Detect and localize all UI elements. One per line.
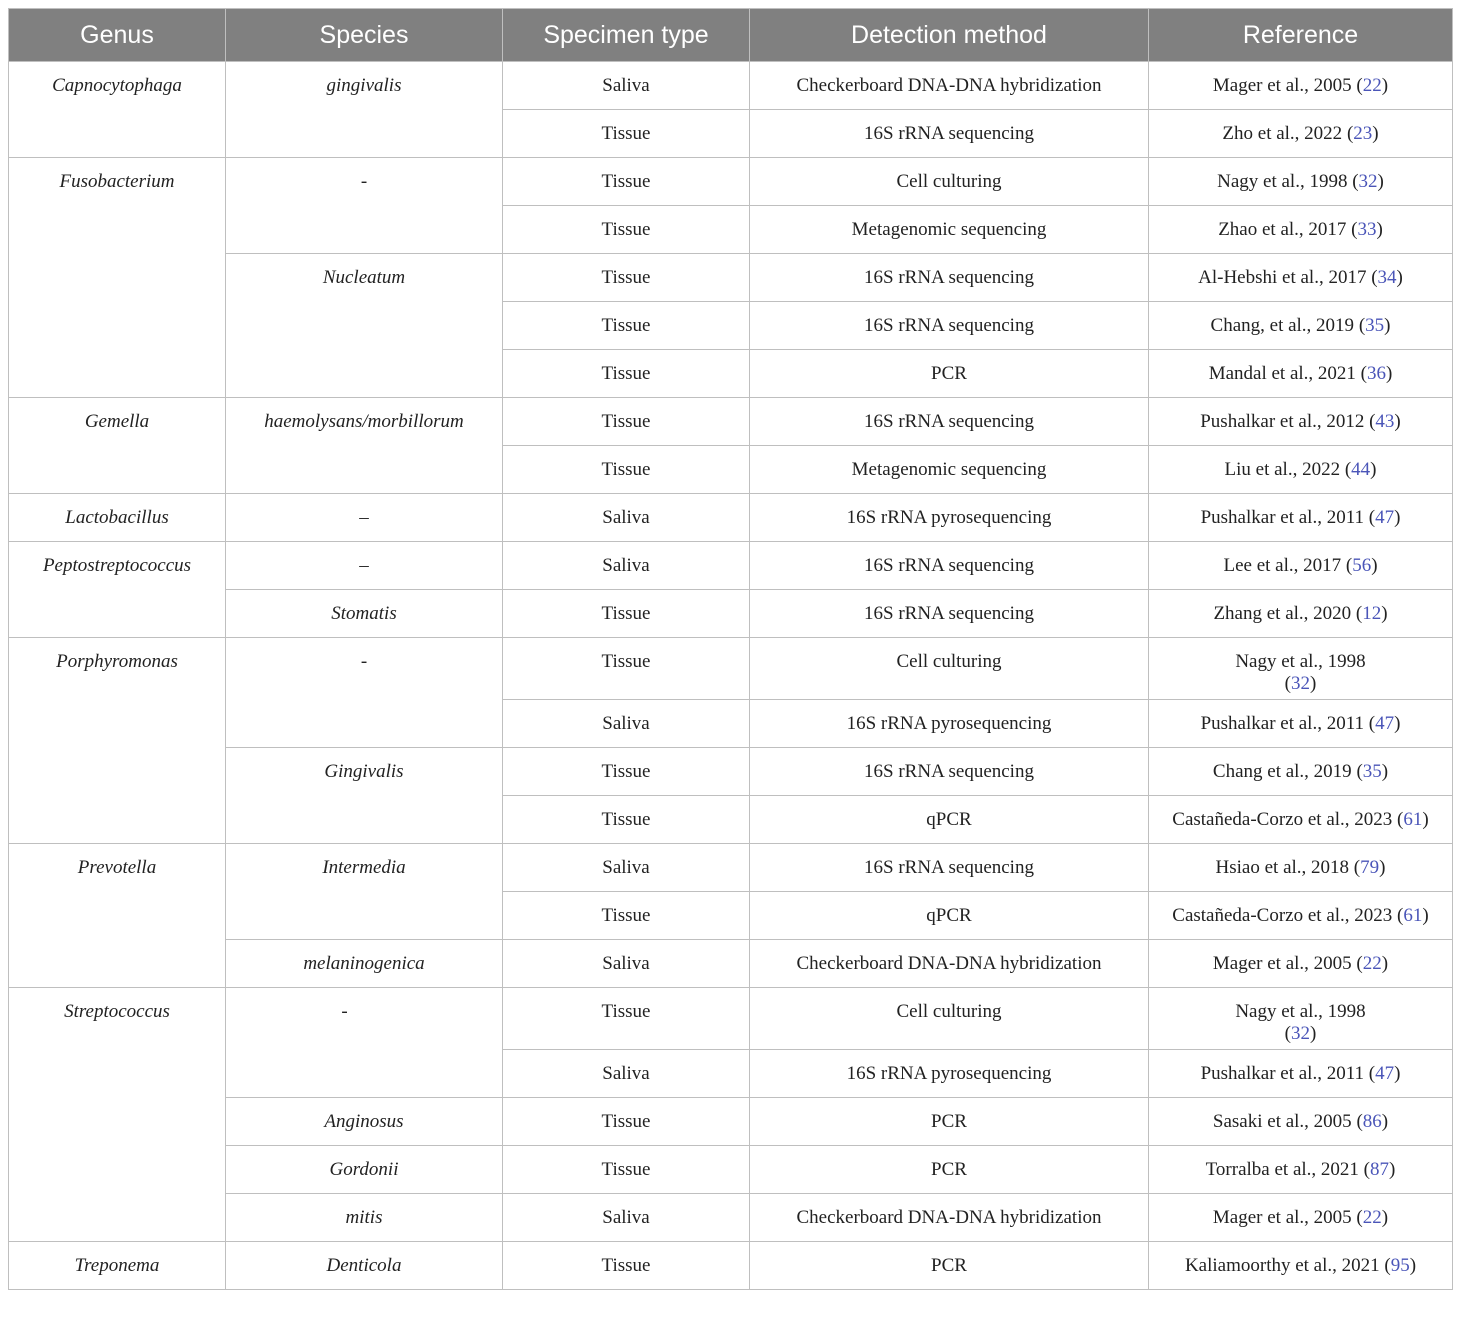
- specimen-cell: Tissue: [503, 110, 750, 158]
- method-cell: Checkerboard DNA-DNA hybridization: [750, 1194, 1149, 1242]
- specimen-cell: Tissue: [503, 796, 750, 844]
- reference-link[interactable]: 61: [1403, 905, 1423, 926]
- reference-cell: Chang, et al., 2019 (35): [1149, 302, 1453, 350]
- method-cell: 16S rRNA sequencing: [750, 302, 1149, 350]
- reference-link[interactable]: 32: [1291, 1023, 1310, 1044]
- reference-cell: Sasaki et al., 2005 (86): [1149, 1098, 1453, 1146]
- species-cell: Denticola: [226, 1242, 503, 1290]
- method-cell: 16S rRNA sequencing: [750, 542, 1149, 590]
- genus-cell: Prevotella: [9, 844, 226, 988]
- specimen-cell: Tissue: [503, 398, 750, 446]
- specimen-cell: Tissue: [503, 158, 750, 206]
- specimen-cell: Tissue: [503, 350, 750, 398]
- specimen-cell: Saliva: [503, 62, 750, 110]
- reference-cell: Pushalkar et al., 2011 (47): [1149, 494, 1453, 542]
- reference-text: Torralba et al., 2021: [1205, 1159, 1359, 1180]
- reference-text: Liu et al., 2022: [1224, 459, 1341, 480]
- header-species: Species: [226, 9, 503, 62]
- header-row: [9, 9, 1453, 62]
- reference-link[interactable]: 47: [1375, 713, 1395, 734]
- reference-link[interactable]: 47: [1375, 507, 1395, 528]
- reference-link[interactable]: 44: [1351, 459, 1371, 480]
- specimen-cell: Tissue: [503, 1146, 750, 1194]
- table-row: [9, 254, 1453, 302]
- reference-cell: Nagy et al., 1998 (32): [1149, 638, 1453, 700]
- reference-cell: Zho et al., 2022 (23): [1149, 110, 1453, 158]
- table-row: [9, 1098, 1453, 1146]
- reference-cell: Castañeda-Corzo et al., 2023 (61): [1149, 892, 1453, 940]
- table-row: [9, 398, 1453, 446]
- method-cell: PCR: [750, 1146, 1149, 1194]
- species-cell: mitis: [226, 1194, 503, 1242]
- species-cell: Nucleatum: [226, 254, 503, 398]
- table-row: [9, 542, 1453, 590]
- table-row: [9, 1146, 1453, 1194]
- reference-cell: Mandal et al., 2021 (36): [1149, 350, 1453, 398]
- reference-text: Nagy et al., 1998: [1235, 651, 1366, 672]
- reference-link[interactable]: 87: [1370, 1159, 1389, 1180]
- table-row: [9, 590, 1453, 638]
- method-cell: Metagenomic sequencing: [750, 446, 1149, 494]
- method-cell: 16S rRNA pyrosequencing: [750, 494, 1149, 542]
- reference-cell: Torralba et al., 2021 (87): [1149, 1146, 1453, 1194]
- reference-cell: Zhao et al., 2017 (33): [1149, 206, 1453, 254]
- reference-cell: Mager et al., 2005 (22): [1149, 1194, 1453, 1242]
- table-row: [9, 940, 1453, 988]
- reference-cell: Mager et al., 2005 (22): [1149, 940, 1453, 988]
- method-cell: 16S rRNA sequencing: [750, 590, 1149, 638]
- specimen-cell: Tissue: [503, 748, 750, 796]
- reference-link[interactable]: 32: [1291, 673, 1310, 694]
- reference-cell: Mager et al., 2005 (22): [1149, 62, 1453, 110]
- species-cell: Anginosus: [226, 1098, 503, 1146]
- reference-link[interactable]: 34: [1377, 267, 1397, 288]
- table-row: [9, 494, 1453, 542]
- reference-link[interactable]: 23: [1353, 123, 1373, 144]
- genus-cell: Peptostreptococcus: [9, 542, 226, 638]
- specimen-cell: Saliva: [503, 1050, 750, 1098]
- reference-link[interactable]: 35: [1365, 315, 1385, 336]
- reference-text: Zhao et al., 2017: [1218, 219, 1347, 240]
- reference-cell: Nagy et al., 1998 (32): [1149, 158, 1453, 206]
- genus-cell: Gemella: [9, 398, 226, 494]
- genus-cell: Porphyromonas: [9, 638, 226, 844]
- reference-link[interactable]: 79: [1360, 857, 1380, 878]
- reference-link[interactable]: 35: [1362, 761, 1382, 782]
- header-detection-method: Detection method: [750, 9, 1149, 62]
- genus-cell: Lactobacillus: [9, 494, 226, 542]
- reference-link[interactable]: 22: [1362, 1207, 1382, 1228]
- method-cell: Cell culturing: [750, 638, 1149, 700]
- reference-cell: Pushalkar et al., 2011 (47): [1149, 1050, 1453, 1098]
- specimen-cell: Tissue: [503, 254, 750, 302]
- species-cell: Stomatis: [226, 590, 503, 638]
- specimen-cell: Saliva: [503, 542, 750, 590]
- reference-text: Sasaki et al., 2005: [1212, 1111, 1352, 1132]
- reference-text: Castañeda-Corzo et al., 2023: [1172, 809, 1393, 830]
- reference-text: Zho et al., 2022: [1222, 123, 1343, 144]
- method-cell: 16S rRNA sequencing: [750, 110, 1149, 158]
- method-cell: 16S rRNA pyrosequencing: [750, 700, 1149, 748]
- reference-cell: Castañeda-Corzo et al., 2023 (61): [1149, 796, 1453, 844]
- method-cell: PCR: [750, 350, 1149, 398]
- reference-text: Mager et al., 2005: [1212, 1207, 1352, 1228]
- genus-cell: Capnocytophaga: [9, 62, 226, 158]
- species-cell: Gordonii: [226, 1146, 503, 1194]
- table-row: [9, 1194, 1453, 1242]
- species-cell: –: [226, 494, 503, 542]
- species-cell: -: [226, 638, 503, 748]
- reference-cell: Liu et al., 2022 (44): [1149, 446, 1453, 494]
- reference-cell: Chang et al., 2019 (35): [1149, 748, 1453, 796]
- reference-text: Pushalkar et al., 2011: [1200, 1063, 1364, 1084]
- reference-link[interactable]: 33: [1357, 219, 1377, 240]
- specimen-cell: Saliva: [503, 844, 750, 892]
- reference-cell: Pushalkar et al., 2012 (43): [1149, 398, 1453, 446]
- table-row: [9, 748, 1453, 796]
- reference-cell: Kaliamoorthy et al., 2021 (95): [1149, 1242, 1453, 1290]
- table-row: [9, 988, 1453, 1050]
- reference-cell: Zhang et al., 2020 (12): [1149, 590, 1453, 638]
- genus-cell: Fusobacterium: [9, 158, 226, 398]
- specimen-cell: Saliva: [503, 940, 750, 988]
- reference-text: Kaliamoorthy et al., 2021: [1184, 1255, 1380, 1276]
- specimen-cell: Saliva: [503, 494, 750, 542]
- reference-cell: Hsiao et al., 2018 (79): [1149, 844, 1453, 892]
- reference-cell: Nagy et al., 1998 (32): [1149, 988, 1453, 1050]
- reference-link[interactable]: 12: [1362, 603, 1382, 624]
- method-cell: 16S rRNA sequencing: [750, 844, 1149, 892]
- specimen-cell: Tissue: [503, 1242, 750, 1290]
- method-cell: 16S rRNA sequencing: [750, 748, 1149, 796]
- specimen-cell: Tissue: [503, 590, 750, 638]
- reference-text: Mandal et al., 2021: [1208, 363, 1356, 384]
- specimen-cell: Tissue: [503, 638, 750, 700]
- method-cell: 16S rRNA sequencing: [750, 254, 1149, 302]
- reference-text: Al-Hebshi et al., 2017: [1198, 267, 1367, 288]
- species-cell: gingivalis: [226, 62, 503, 158]
- reference-cell: Al-Hebshi et al., 2017 (34): [1149, 254, 1453, 302]
- specimen-cell: Tissue: [503, 446, 750, 494]
- method-cell: Checkerboard DNA-DNA hybridization: [750, 62, 1149, 110]
- method-cell: qPCR: [750, 796, 1149, 844]
- reference-link[interactable]: 61: [1403, 809, 1423, 830]
- header-reference: Reference: [1149, 9, 1453, 62]
- reference-text: Lee et al., 2017: [1223, 555, 1342, 576]
- method-cell: 16S rRNA pyrosequencing: [750, 1050, 1149, 1098]
- reference-link[interactable]: 22: [1362, 75, 1382, 96]
- genus-cell: Treponema: [9, 1242, 226, 1290]
- header-genus: Genus: [9, 9, 226, 62]
- method-cell: PCR: [750, 1098, 1149, 1146]
- method-cell: 16S rRNA sequencing: [750, 398, 1149, 446]
- reference-text: Mager et al., 2005: [1212, 953, 1352, 974]
- specimen-cell: Tissue: [503, 206, 750, 254]
- reference-text: Zhang et al., 2020: [1213, 603, 1352, 624]
- bacteria-detection-table: [8, 8, 1453, 1290]
- table-row: [9, 158, 1453, 206]
- reference-text: Castañeda-Corzo et al., 2023: [1172, 905, 1393, 926]
- table-row: [9, 844, 1453, 892]
- species-cell: –: [226, 542, 503, 590]
- reference-text: Pushalkar et al., 2011: [1200, 507, 1364, 528]
- specimen-cell: Saliva: [503, 1194, 750, 1242]
- reference-link[interactable]: 43: [1375, 411, 1395, 432]
- reference-text: Hsiao et al., 2018: [1215, 857, 1350, 878]
- method-cell: Cell culturing: [750, 988, 1149, 1050]
- reference-text: Nagy et al., 1998: [1235, 1001, 1366, 1022]
- method-cell: PCR: [750, 1242, 1149, 1290]
- genus-cell: Streptococcus: [9, 988, 226, 1242]
- reference-link[interactable]: 36: [1366, 363, 1386, 384]
- reference-text: Nagy et al., 1998: [1217, 171, 1348, 192]
- species-cell: -: [226, 988, 503, 1098]
- method-cell: Checkerboard DNA-DNA hybridization: [750, 940, 1149, 988]
- header-specimen-type: Specimen type: [503, 9, 750, 62]
- specimen-cell: Tissue: [503, 988, 750, 1050]
- species-cell: Gingivalis: [226, 748, 503, 844]
- reference-cell: Pushalkar et al., 2011 (47): [1149, 700, 1453, 748]
- table-row: [9, 1242, 1453, 1290]
- specimen-cell: Tissue: [503, 892, 750, 940]
- reference-link[interactable]: 95: [1390, 1255, 1410, 1276]
- reference-link[interactable]: 47: [1375, 1063, 1395, 1084]
- reference-text: Pushalkar et al., 2011: [1200, 713, 1364, 734]
- specimen-cell: Tissue: [503, 1098, 750, 1146]
- reference-link[interactable]: 22: [1362, 953, 1382, 974]
- species-cell: Intermedia: [226, 844, 503, 940]
- specimen-cell: Saliva: [503, 700, 750, 748]
- species-cell: -: [226, 158, 503, 254]
- method-cell: qPCR: [750, 892, 1149, 940]
- reference-link[interactable]: 56: [1352, 555, 1372, 576]
- reference-text: Chang, et al., 2019: [1210, 315, 1355, 336]
- reference-text: Chang et al., 2019: [1212, 761, 1352, 782]
- table-row: [9, 638, 1453, 700]
- species-cell: melaninogenica: [226, 940, 503, 988]
- reference-link[interactable]: 32: [1358, 171, 1378, 192]
- method-cell: Cell culturing: [750, 158, 1149, 206]
- method-cell: Metagenomic sequencing: [750, 206, 1149, 254]
- reference-text: Mager et al., 2005: [1212, 75, 1352, 96]
- reference-cell: Lee et al., 2017 (56): [1149, 542, 1453, 590]
- reference-text: Pushalkar et al., 2012: [1200, 411, 1365, 432]
- reference-link[interactable]: 86: [1362, 1111, 1382, 1132]
- specimen-cell: Tissue: [503, 302, 750, 350]
- species-cell: haemolysans/morbillorum: [226, 398, 503, 494]
- table-row: [9, 62, 1453, 110]
